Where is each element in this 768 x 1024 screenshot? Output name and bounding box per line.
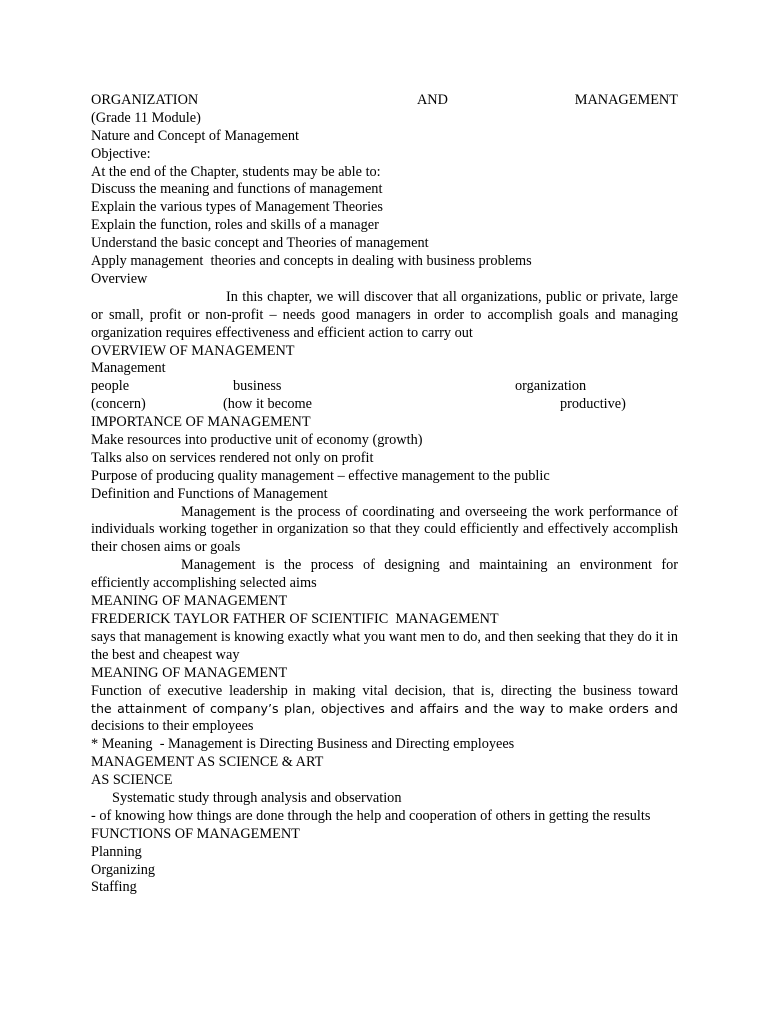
science-art-heading: MANAGEMENT AS SCIENCE & ART	[91, 754, 324, 771]
function-item: Organizing	[91, 861, 156, 878]
definition-paragraph-1: Management is the process of coordinating and overseeing the work performance of individuals working together in organization so that they could efficiently and effectively accomplish their chosen aims or goals	[91, 503, 678, 556]
objective-item: Explain the various types of Management Theories	[91, 199, 383, 216]
definition-paragraph-2: Management is the process of designing and maintaining an environment for efficiently accomplishing selected aims	[91, 557, 678, 592]
executive-line-3: decisions to their employees	[91, 718, 254, 735]
organization-label: organization	[515, 378, 587, 395]
objective-intro: At the end of the Chapter, students may be able to:	[91, 163, 381, 180]
meaning-star-line: * Meaning - Management is Directing Business and Directing employees	[91, 736, 515, 753]
function-item: Staffing	[91, 879, 137, 896]
people-label: people	[91, 378, 130, 395]
executive-line-2: the attainment of company’s plan, objectives and affairs and the way to make orders and	[91, 701, 678, 717]
title-management: MANAGEMENT	[574, 92, 678, 108]
functions-heading: FUNCTIONS OF MANAGEMENT	[91, 825, 300, 842]
concern-label: (concern)	[91, 396, 146, 413]
document-page	[91, 92, 678, 897]
overview-heading: Overview	[91, 270, 148, 287]
science-dash-paragraph: - of knowing how things are done through the help and cooperation of others in getting the results	[91, 807, 651, 824]
taylor-heading: FREDERICK TAYLOR FATHER OF SCIENTIFIC MANAGEMENT	[91, 610, 499, 627]
objective-heading: Objective:	[91, 145, 151, 162]
overview-paragraph: In this chapter, we will discover that all organizations, public or private, large or small, profit or non-profit – needs good managers in order to accomplish goals and managing organization requires effectiveness and efficient action to carry out	[91, 288, 678, 341]
importance-item: Purpose of producing quality management – effective management to the public	[91, 467, 550, 484]
taylor-paragraph: says that management is knowing exactly what you want men to do, and then seeking that they do it in the best and cheapest way	[91, 628, 678, 663]
importance-heading: IMPORTANCE OF MANAGEMENT	[91, 414, 311, 431]
business-label: business	[233, 378, 282, 395]
objective-item: Understand the basic concept and Theories of management	[91, 235, 429, 252]
executive-line-1: Function of executive leadership in making vital decision, that is, directing the business toward	[91, 682, 678, 699]
overview-management-heading: OVERVIEW OF MANAGEMENT	[91, 342, 295, 359]
objective-item: Discuss the meaning and functions of management	[91, 181, 383, 198]
meaning-heading: MEANING OF MANAGEMENT	[91, 593, 288, 610]
nature-heading: Nature and Concept of Management	[91, 127, 300, 144]
grade-label: (Grade 11 Module)	[91, 109, 201, 126]
as-science-heading: AS SCIENCE	[91, 772, 173, 789]
title-and: AND	[416, 92, 448, 108]
productive-label: productive)	[560, 396, 626, 413]
people-business-organization-row	[91, 378, 678, 396]
concern-row	[91, 396, 678, 414]
title-organization: ORGANIZATION	[91, 92, 199, 108]
objective-item: Apply management theories and concepts in dealing with business problems	[91, 253, 532, 270]
importance-item: Talks also on services rendered not only on profit	[91, 449, 374, 466]
management-word: Management	[91, 360, 166, 377]
objective-item: Explain the function, roles and skills of a manager	[91, 217, 379, 234]
meaning-heading-2: MEANING OF MANAGEMENT	[91, 664, 288, 681]
science-item: Systematic study through analysis and observation	[112, 789, 402, 806]
function-item: Planning	[91, 843, 142, 860]
how-label: (how it become	[223, 396, 312, 413]
definition-heading: Definition and Functions of Management	[91, 485, 328, 502]
document-title	[91, 92, 678, 110]
importance-item: Make resources into productive unit of economy (growth)	[91, 431, 423, 448]
